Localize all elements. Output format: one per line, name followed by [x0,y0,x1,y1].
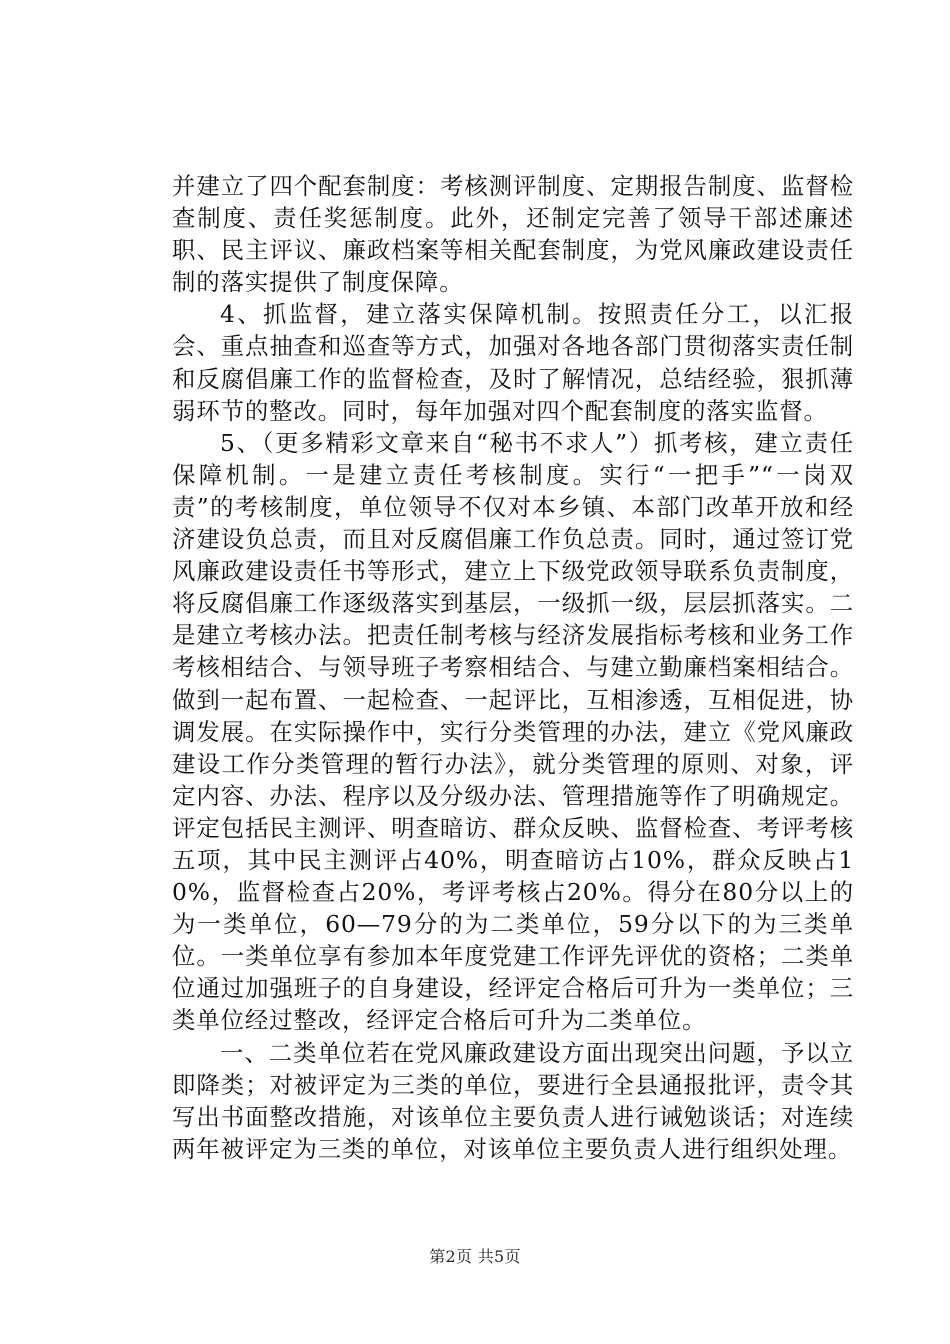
paragraph-item-4: 4、抓监督，建立落实保障机制。按照责任分工，以汇报会、重点抽查和巡查等方式，加强对各地各部门贯彻落实责任制和反腐倡廉工作的监督检查，及时了解情况，总结经验，狠抓薄弱环节的整改。同时，每年加强对四个配套制度的落实监督。 [172,300,854,425]
paragraph-downgrade-rules: 一、二类单位若在党风廉政建设方面出现突出问题，予以立即降类；对被评定为三类的单位，要进行全县通报批评，责令其写出书面整改措施，对该单位主要负责人进行诫勉谈话；对连续两年被评定为三类的单位，对该单位主要负责人进行组织处理。 [172,1038,854,1163]
paragraph-continuation: 并建立了四个配套制度：考核测评制度、定期报告制度、监督检查制度、责任奖惩制度。此外，还制定完善了领导干部述廉述职、民主评议、廉政档案等相关配套制度，为党风廉政建设责任制的落实提供了制度保障。 [172,172,854,297]
paragraph-item-5: 5、（更多精彩文章来自“秘书不求人”）抓考核，建立责任保障机制。一是建立责任考核制度。实行“一把手”“一岗双责”的考核制度，单位领导不仅对本乡镇、本部门改革开放和经济建设负总责，而且对反腐倡廉工作负总责。同时，通过签订党风廉政建设责任书等形式，建立上下级党政领导联系负责制度，将反腐倡廉工作逐级落实到基层，一级抓一级，层层抓落实。二是建立考核办法。把责任制考核与经济发展指标考核和业务工作考核相结合、与领导班子考察相结合、与建立勤廉档案相结合。做到一起布置、一起检查、一起评比，互相渗透，互相促进，协调发展。在实际操作中，实行分类管理的办法，建立《党风廉政建设工作分类管理的暂行办法》，就分类管理的原则、对象，评定内容、办法、程序以及分级办法、管理措施等作了明确规定。评定包括民主测评、明查暗访、群众反映、监督检查、考评考核五项，其中民主测评占40%，明查暗访占10%，群众反映占10%，监督检查占20%，考评考核占20%。得分在80分以上的为一类单位，60—79分的为二类单位，59分以下的为三类单位。一类单位享有参加本年度党建工作评先评优的资格；二类单位通过加强班子的自身建设，经评定合格后可升为一类单位；三类单位经过整改，经评定合格后可升为二类单位。 [172,428,854,1035]
page-number-footer: 第2页 共5页 [429,1247,521,1266]
document-body [172,170,854,1165]
